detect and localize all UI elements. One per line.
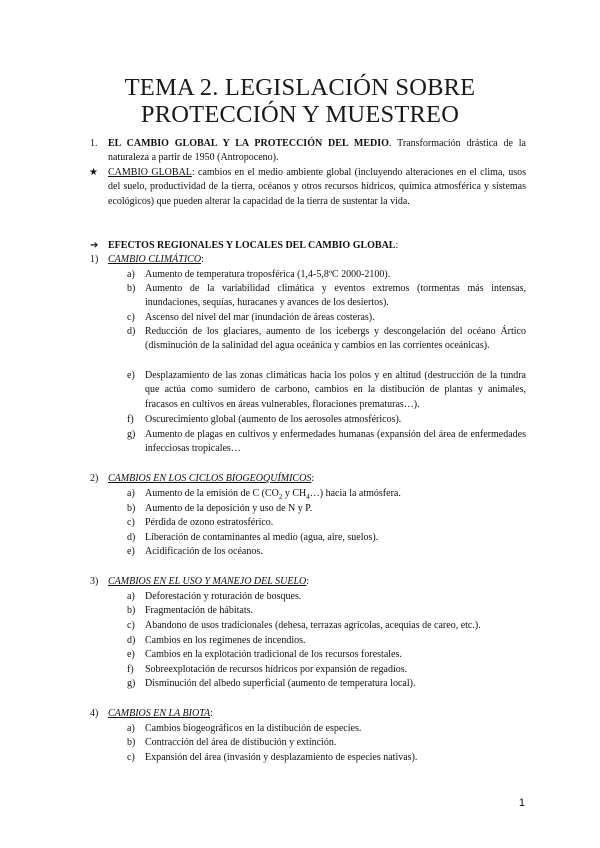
list-item-letter: c) [127, 517, 135, 528]
section-3-title [108, 575, 526, 589]
subscript: 4 [306, 493, 310, 501]
list-item: Aumento de la deposición y uso de N y P. [145, 503, 313, 514]
list-item: Cambios en la explotación tradicional de los recursos forestales. [145, 649, 402, 660]
definition-paragraph [108, 166, 526, 209]
title-line-2: PROTECCIÓN Y MUESTREO [140, 101, 460, 128]
intro-paragraph [108, 137, 526, 166]
list-item-letter: a) [127, 723, 135, 734]
list-item: Pérdida de ozono estratosférico. [145, 517, 274, 528]
list-item: Aumento de la variabilidad climática y eventos extremos (tormentas más intensas, inundaciones, sequías, huracanes y avances de los desiertos). [145, 283, 526, 309]
section-4-number: 4) [90, 708, 99, 719]
section-1-colon: : [201, 254, 204, 265]
list-item: Desplazamiento de las zonas climáticas hacia los polos y en altitud (destrucción de la tundra que actúa como sumidero de carbono, cambios en la distibución de plantas y animales, fracasos en cultivos en áreas vulnerables, floraciones prematuras…). [145, 370, 526, 410]
section-4-title [108, 707, 526, 721]
list-item-letter: c) [127, 752, 135, 763]
list-item-letter: a) [127, 488, 135, 499]
definition-term: CAMBIO GLOBAL [108, 167, 192, 178]
list-item-letter: c) [127, 620, 135, 631]
section-2-title [108, 472, 526, 486]
list-item: Deforestación y roturación de bosques. [145, 591, 302, 602]
section-3-colon: : [306, 576, 310, 587]
section-1-title [108, 253, 526, 267]
section-2-number: 2) [90, 473, 99, 484]
list-item-letter: d) [127, 635, 136, 646]
list-item-letter: a) [127, 269, 135, 280]
list-item-letter: d) [127, 326, 136, 337]
effects-heading-text: EFECTOS REGIONALES Y LOCALES DEL CAMBIO GLOBAL [108, 240, 396, 251]
star-icon: ★ [89, 167, 98, 178]
list-item-letter: g) [127, 678, 136, 689]
section-4-title-text: CAMBIOS EN LA BIOTA [108, 708, 211, 719]
list-item: Ascenso del nivel del mar (inundación de áreas costeras). [145, 312, 375, 323]
list-item-letter: b) [127, 283, 136, 294]
list-item-letter: c) [127, 312, 135, 323]
list-item-letter: d) [127, 532, 136, 543]
list-item-letter: b) [127, 737, 136, 748]
title-line-1: TEMA 2. LEGISLACIÓN SOBRE [124, 74, 476, 101]
page-number: 1 [518, 797, 525, 809]
list-item: Aumento de plagas en cultivos y enfermedades humanas (expansión del área de enfermedades infecciosas tropicales… [145, 429, 526, 455]
section-3-title-text: CAMBIOS EN EL USO Y MANEJO DEL SUELO [108, 576, 307, 587]
intro-marker: 1. [90, 138, 98, 149]
intro-text: . Transformación drástica de la naturaleza a partir de 1950 (Antropoceno). [108, 138, 526, 164]
list-item-letter: e) [127, 649, 135, 660]
intro-heading: EL CAMBIO GLOBAL Y LA PROTECCIÓN DEL MEDIO [108, 138, 389, 149]
list-item: Cambios en los regímenes de incendios. [145, 635, 306, 646]
list-item: Sobreexplotación de recursos hídricos por expansión de regadíos. [145, 664, 408, 675]
list-item-text: Aumento de la emisión de C (CO [145, 488, 279, 499]
section-1-number: 1) [90, 254, 99, 265]
section-2-colon: : [311, 473, 315, 484]
list-item-letter: b) [127, 605, 136, 616]
arrow-right-icon: ➔ [90, 240, 99, 251]
document-title [60, 74, 540, 128]
section-4-colon: : [210, 708, 213, 719]
list-item: Aumento de temperatura troposférica (1,4-5,8ºC 2000-2100). [145, 269, 391, 280]
list-item-letter: b) [127, 503, 136, 514]
list-item: Reducción de los glaciares, aumento de los icebergs y descongelación del océano Ártico (disminución de la salinidad del agua oceánica y cambios en las corrientes oceánicas). [145, 326, 526, 352]
definition-text: : cambios en el medio ambiente global (incluyendo alteraciones en el clima, usos del suelo, productividad de la tierra, océanos y otros recursos hídricos, química atmosférica y sistemas ecológicos) que pueden alterar la capacidad de la tierra de sustentar la vida. [108, 167, 527, 207]
list-item-letter: e) [127, 370, 135, 381]
list-item: Cambios biogeográficos en la distibución de especies. [145, 723, 362, 734]
list-item: Oscurecimiento global (aumento de los aerosoles atmosféricos). [145, 414, 402, 425]
list-item-letter: a) [127, 591, 135, 602]
list-item: Acidificación de los océanos. [145, 546, 263, 557]
subscript: 2 [278, 493, 283, 501]
effects-heading-colon: : [395, 240, 399, 251]
list-item-text: …) hacia la atmósfera. [309, 488, 401, 499]
effects-heading [108, 239, 526, 253]
list-item: Liberación de contaminantes al medio (agua, aire, suelos). [145, 532, 379, 543]
list-item: Abandono de usos tradicionales (dehesa, terrazas agrícolas, acequias de careo, etc.). [145, 620, 481, 631]
list-item: Expansión del área (invasión y desplazamiento de especies nativas). [145, 752, 418, 763]
section-3-number: 3) [90, 576, 99, 587]
list-item: Contracción del área de distibución y extinción. [145, 737, 337, 748]
list-item [145, 487, 526, 501]
list-item: Fragmentación de hábitats. [145, 605, 254, 616]
section-2-title-text: CAMBIOS EN LOS CICLOS BIOGEOQUÍMICOS [108, 473, 312, 484]
list-item-letter: f) [127, 414, 134, 425]
list-item-letter: f) [127, 664, 134, 675]
list-item-letter: e) [127, 546, 135, 557]
list-item: Disminución del albedo superficial (aumento de temperatura local). [145, 678, 416, 689]
list-item-text: y CH [282, 488, 307, 499]
list-item-letter: g) [127, 429, 136, 440]
section-1-title-text: CAMBIO CLIMÁTICO [108, 254, 202, 265]
